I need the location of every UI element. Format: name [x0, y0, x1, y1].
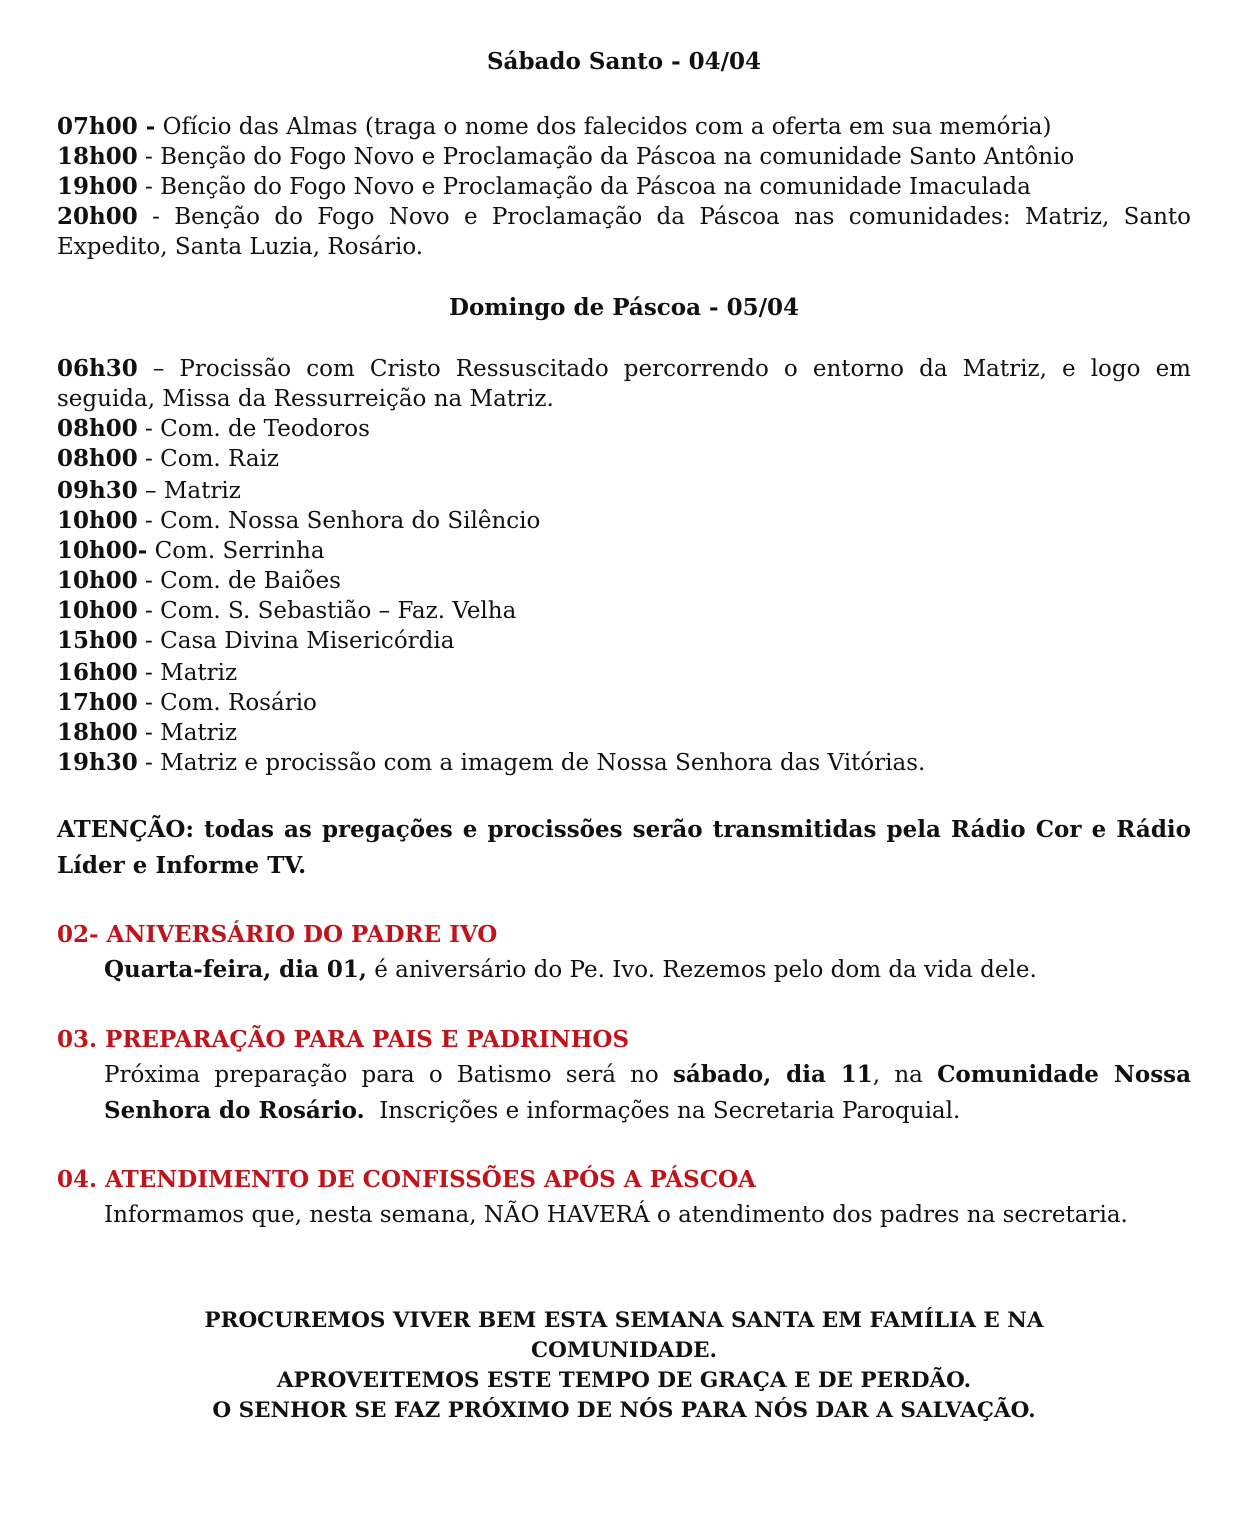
- schedule-item: 06h30 – Procissão com Cristo Ressuscitado percorrendo o entorno da Matriz, e logo em seguida, Missa da Ressurreição na Matriz.: [57, 355, 1191, 412]
- sabado-schedule: [57, 112, 1191, 262]
- section-aniversario: [57, 920, 1191, 988]
- schedule-item: 10h00- Com. Serrinha: [57, 537, 325, 564]
- attention-notice: ATENÇÃO: todas as pregações e procissões serão transmitidas pela Rádio Cor e Rádio Líder e Informe TV.: [57, 816, 1191, 879]
- schedule-item: 08h00 - Com. de Teodoros: [57, 415, 370, 442]
- closing-line: APROVEITEMOS ESTE TEMPO DE GRAÇA E DE PERDÃO.: [276, 1368, 972, 1393]
- section-body: Próxima preparação para o Batismo será no sábado, dia 11, na Comunidade Nossa Senhora do Rosário. Inscrições e informações na Secretaria Paroquial.: [104, 1061, 1191, 1124]
- section-body: Quarta-feira, dia 01, é aniversário do Pe. Ivo. Rezemos pelo dom da vida dele.: [104, 956, 1037, 983]
- schedule-item: 17h00 - Com. Rosário: [57, 689, 317, 716]
- section-heading: 02- ANIVERSÁRIO DO PADRE IVO: [57, 921, 498, 948]
- section-heading: 04. ATENDIMENTO DE CONFISSÕES APÓS A PÁSCOA: [57, 1166, 756, 1193]
- domingo-title: Domingo de Páscoa - 05/04: [449, 294, 799, 321]
- schedule-item: 18h00 - Benção do Fogo Novo e Proclamação da Páscoa na comunidade Santo Antônio: [57, 143, 1075, 170]
- sabado-title: Sábado Santo - 04/04: [486, 48, 762, 75]
- schedule-item: 10h00 - Com. S. Sebastião – Faz. Velha: [57, 597, 517, 624]
- section-preparacao: [57, 1025, 1191, 1129]
- schedule-item: 09h30 – Matriz: [57, 477, 241, 504]
- closing-line: PROCUREMOS VIVER BEM ESTA SEMANA SANTA EM FAMÍLIA E NA COMUNIDADE.: [204, 1308, 1044, 1363]
- schedule-item: 16h00 - Matriz: [57, 659, 238, 686]
- closing-line: O SENHOR SE FAZ PRÓXIMO DE NÓS PARA NÓS DAR A SALVAÇÃO.: [212, 1398, 1036, 1423]
- schedule-item: 18h00 - Matriz: [57, 719, 238, 746]
- schedule-item: 15h00 - Casa Divina Misericórdia: [57, 627, 455, 654]
- domingo-schedule: [57, 354, 1191, 778]
- schedule-item: 07h00 - Ofício das Almas (traga o nome dos falecidos com a oferta em sua memória): [57, 113, 1052, 140]
- section-confissoes: [57, 1165, 1191, 1233]
- schedule-item: 10h00 - Com. Nossa Senhora do Silêncio: [57, 507, 541, 534]
- schedule-item: 08h00 - Com. Raiz: [57, 445, 280, 472]
- schedule-item: 19h30 - Matriz e procissão com a imagem de Nossa Senhora das Vitórias.: [57, 749, 926, 776]
- schedule-item: 20h00 - Benção do Fogo Novo e Proclamação da Páscoa nas comunidades: Matriz, Santo Expedito, Santa Luzia, Rosário.: [57, 203, 1191, 260]
- schedule-item: 10h00 - Com. de Baiões: [57, 567, 341, 594]
- schedule-item: 19h00 - Benção do Fogo Novo e Proclamação da Páscoa na comunidade Imaculada: [57, 173, 1031, 200]
- section-heading: 03. PREPARAÇÃO PARA PAIS E PADRINHOS: [57, 1026, 630, 1053]
- closing-message: [57, 1306, 1191, 1426]
- section-body: Informamos que, nesta semana, NÃO HAVERÁ o atendimento dos padres na secretaria.: [104, 1202, 1128, 1228]
